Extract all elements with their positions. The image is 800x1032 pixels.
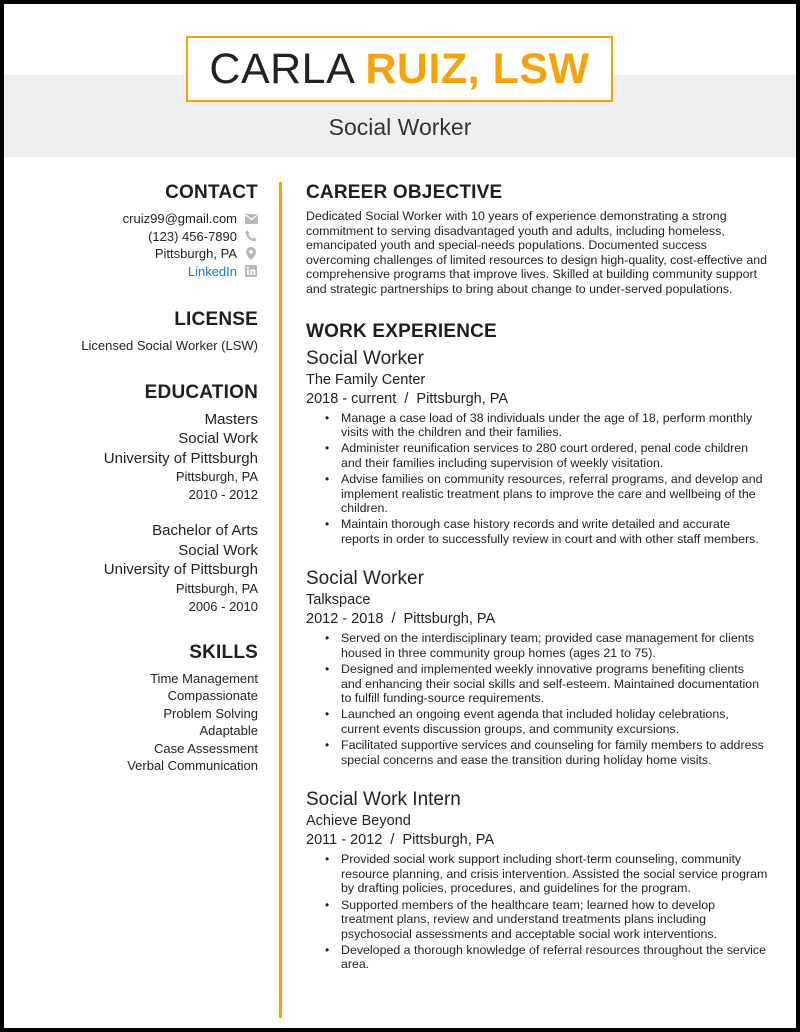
- degree: Masters: [204, 410, 258, 428]
- email-row[interactable]: [30, 210, 258, 228]
- job-entry: [306, 347, 768, 547]
- field-of-study: Social Work: [178, 541, 258, 559]
- field-of-study: Social Work: [178, 430, 258, 447]
- job-bullets: [341, 411, 768, 547]
- license-section: [30, 309, 258, 355]
- job-bullets: [341, 631, 768, 767]
- job-role: Social Worker: [328, 114, 472, 140]
- skills-heading: SKILLS: [189, 641, 258, 663]
- job-title: Social Worker: [306, 568, 424, 590]
- education-entry: [30, 521, 258, 616]
- degree: Bachelor of Arts: [152, 522, 258, 539]
- linkedin-icon[interactable]: [244, 264, 258, 278]
- license-heading: LICENSE: [174, 309, 258, 330]
- map-pin-icon: [244, 247, 258, 261]
- phone-row[interactable]: [30, 228, 258, 246]
- linkedin-link[interactable]: LinkedIn: [187, 263, 237, 279]
- name-box: [186, 36, 613, 102]
- envelope-icon: [244, 212, 258, 226]
- bullet-item: • Served on the interdisciplinary team; provided case management for clients housed in three community group homes (ages 21 to 75).: [341, 631, 768, 660]
- company-name: Talkspace: [306, 592, 371, 609]
- bullet-item: • Supported members of the healthcare team; learned how to develop treatment plans, review and understand treatments plans including psychosocial assessments and acceptable social work interventions.: [341, 898, 768, 942]
- school-name: University of Pittsburgh: [103, 561, 258, 578]
- bullet-item: • Maintain thorough case history records and write detailed and accurate reports in order to successfully review in court and with other staff members.: [341, 517, 768, 546]
- license-text: Licensed Social Worker (LSW): [81, 338, 258, 353]
- experience-section: [306, 321, 768, 972]
- objective-section: [306, 182, 768, 297]
- bullet-item: • Facilitated supportive services and counseling for family members to address special concerns and ease the transition during holiday home visits.: [341, 738, 768, 767]
- bullet-item: • Launched an ongoing event agenda that included holiday celebrations, current events discussion groups, and community excursions.: [341, 707, 768, 736]
- skill-item: Compassionate: [167, 688, 258, 703]
- education-years: 2006 - 2010: [188, 598, 258, 614]
- left-column: [30, 182, 258, 775]
- right-column: [306, 182, 768, 974]
- objective-heading: CAREER OBJECTIVE: [306, 182, 503, 203]
- location-row: [30, 245, 258, 263]
- objective-text: Dedicated Social Worker with 10 years of experience demonstrating a strong commitment to serving disadvantaged youth and adults, including homeless, emancipated youth and special-needs populations. Documented success overcoming challenges of limited resources to design high-quality, cost-effective and comprehensive programs that improve lives. Skilled at building community support and strategic partnerships to bring about change to under-served populations.: [306, 209, 767, 296]
- job-dates: 2012 - 2018 / Pittsburgh, PA: [306, 611, 496, 628]
- education-heading: EDUCATION: [144, 381, 258, 403]
- job-bullets: [341, 852, 768, 972]
- experience-heading: WORK EXPERIENCE: [306, 320, 497, 342]
- job-entry: [306, 567, 768, 767]
- skill-item: Time Management: [150, 670, 258, 686]
- company-name: The Family Center: [306, 371, 426, 388]
- school-location: Pittsburgh, PA: [175, 580, 258, 596]
- bullet-item: • Manage a case load of 38 individuals under the age of 18, perform monthly visits with the children and their families.: [341, 411, 768, 440]
- contact-section: [30, 182, 258, 280]
- bullet-item: • Administer reunification services to 280 court ordered, penal code children and their families including supervision of weekly visitation.: [341, 441, 768, 470]
- phone-icon: [244, 229, 258, 243]
- education-years: 2010 - 2012: [188, 487, 258, 502]
- skill-item: Adaptable: [199, 723, 258, 738]
- job-dates: 2011 - 2012 / Pittsburgh, PA: [306, 832, 495, 849]
- school-location: Pittsburgh, PA: [175, 469, 258, 484]
- job-title: Social Worker: [306, 347, 424, 369]
- school-name: University of Pittsburgh: [103, 449, 258, 467]
- bullet-item: • Provided social work support including short-term counseling, community resource planning, and crisis intervention. Assisted the social service program by drafting policies, procedures, and guidelines for the program.: [341, 852, 768, 896]
- first-name: CARLA: [209, 45, 353, 93]
- linkedin-row[interactable]: [30, 263, 258, 281]
- job-title: Social Work Intern: [306, 789, 461, 811]
- bullet-item: • Advise families on community resources, referral programs, and develop and implement realistic treatment plans to improve the care and wellbeing of the children.: [341, 472, 768, 516]
- location-text: Pittsburgh, PA: [154, 246, 237, 261]
- skills-section: [30, 642, 258, 775]
- email-text[interactable]: cruiz99@gmail.com: [122, 211, 237, 226]
- job-entry: [306, 788, 768, 972]
- skill-item: Verbal Communication: [127, 758, 258, 773]
- job-dates: 2018 - current / Pittsburgh, PA: [306, 390, 509, 407]
- column-divider: [279, 182, 282, 1018]
- last-name: RUIZ, LSW: [365, 45, 590, 93]
- bullet-item: • Developed a thorough knowledge of referral resources throughout the service area.: [341, 943, 768, 972]
- education-section: [30, 382, 258, 616]
- skill-item: Problem Solving: [163, 705, 258, 721]
- skill-item: Case Assessment: [153, 740, 258, 756]
- education-entry: [30, 410, 258, 505]
- company-name: Achieve Beyond: [306, 813, 411, 830]
- phone-text[interactable]: (123) 456-7890: [148, 228, 237, 244]
- contact-heading: CONTACT: [165, 182, 258, 203]
- bullet-item: • Designed and implemented weekly innovative programs benefiting clients and enhancing their social skills and self-esteem. Maintained documentation to fulfill funding-source requirements.: [341, 662, 768, 706]
